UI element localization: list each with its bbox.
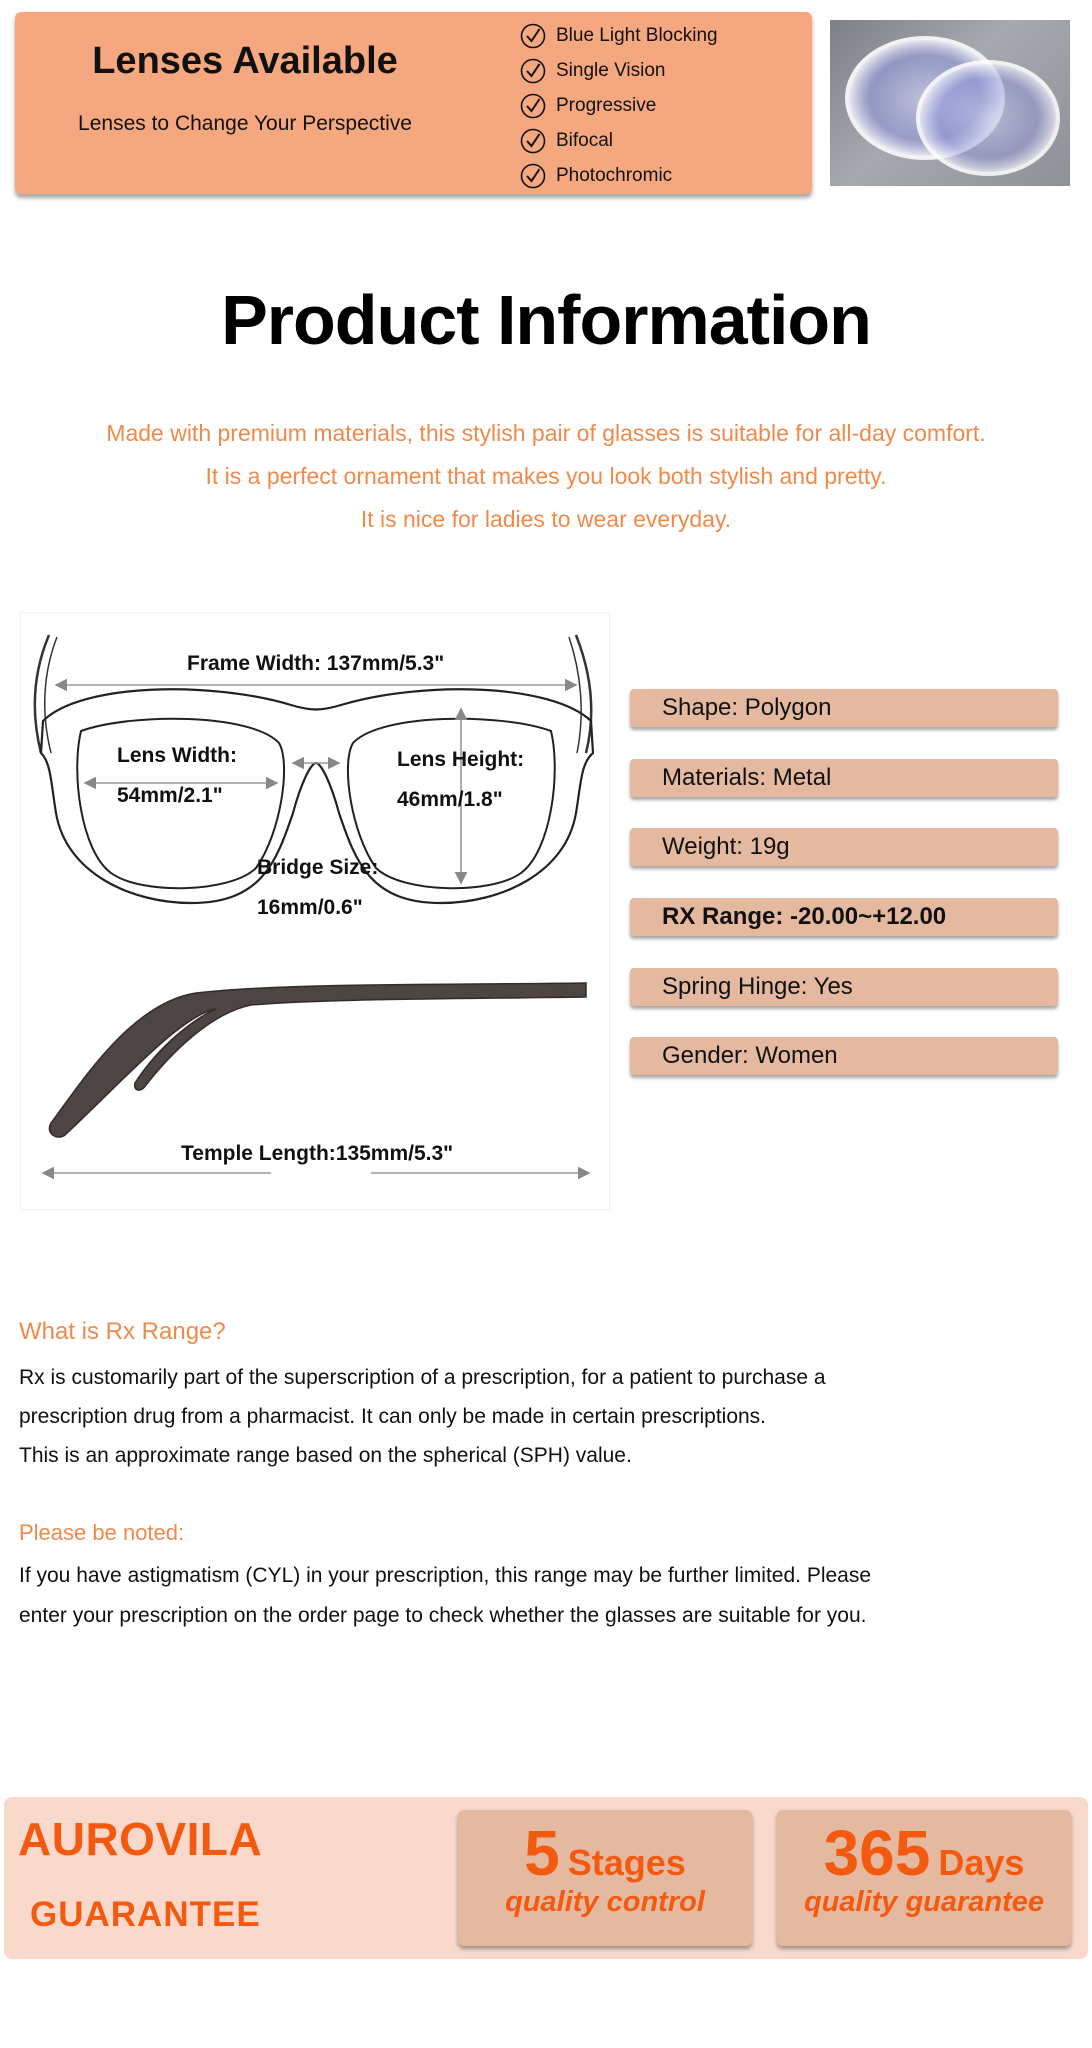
lens-width-label: Lens Width: <box>117 744 237 767</box>
check-circle-icon <box>520 93 546 119</box>
spec-weight: Weight: 19g <box>630 828 1058 866</box>
lens-photo <box>830 20 1070 186</box>
list-item <box>520 53 800 88</box>
lens-height-value: 46mm/1.8" <box>397 788 503 811</box>
note-text <box>19 1556 1069 1636</box>
check-circle-icon <box>520 23 546 49</box>
lens-type-list <box>520 18 800 193</box>
note-heading: Please be noted: <box>19 1520 185 1545</box>
quality-guarantee-text: quality guarantee <box>803 1886 1045 1918</box>
quality-control-box <box>458 1810 752 1946</box>
dimension-diagram <box>20 612 610 1210</box>
quality-guarantee-box <box>777 1810 1071 1946</box>
description-line: It is nice for ladies to wear everyday. <box>360 506 732 532</box>
rx-line: prescription drug from a pharmacist. It can only be made in certain prescriptions. <box>19 1405 767 1428</box>
rx-line: Rx is customarily part of the superscription of a prescription, for a patient to purchase a <box>19 1366 826 1389</box>
lens-width-value: 54mm/2.1" <box>117 784 223 807</box>
rx-range-heading: What is Rx Range? <box>19 1318 226 1345</box>
quality-control-text: quality control <box>505 1886 705 1918</box>
description-line: It is a perfect ornament that makes you look both stylish and pretty. <box>205 463 887 489</box>
stages-number: 5 <box>524 1817 560 1889</box>
stages-unit: Stages <box>567 1842 686 1883</box>
product-description <box>0 412 1092 541</box>
brand-name: AUROVILA <box>18 1813 263 1865</box>
days-unit: Days <box>938 1842 1025 1883</box>
lens-type-label: Blue Light Blocking <box>556 24 718 46</box>
bridge-size-value: 16mm/0.6" <box>257 896 363 919</box>
lens-type-label: Progressive <box>556 94 657 116</box>
note-line: enter your prescription on the order page to check whether the glasses are suitable for you. <box>19 1604 867 1627</box>
spec-shape: Shape: Polygon <box>630 689 1058 727</box>
banner-title: Lenses Available <box>92 40 398 82</box>
check-circle-icon <box>520 58 546 84</box>
page-title: Product Information <box>221 281 871 359</box>
spec-rx-range: RX Range: -20.00~+12.00 <box>630 898 1058 936</box>
temple-length-label: Temple Length:135mm/5.3" <box>181 1142 454 1165</box>
lens-type-label: Photochromic <box>556 164 673 186</box>
check-circle-icon <box>520 163 546 189</box>
spec-spring-hinge: Spring Hinge: Yes <box>630 968 1058 1006</box>
list-item <box>520 18 800 53</box>
lens-type-label: Single Vision <box>556 59 666 81</box>
frame-width-label: Frame Width: 137mm/5.3" <box>181 645 450 683</box>
days-number: 365 <box>823 1817 931 1889</box>
guarantee-label: GUARANTEE <box>30 1895 261 1934</box>
spec-gender: Gender: Women <box>630 1037 1058 1075</box>
spec-materials: Materials: Metal <box>630 759 1058 797</box>
lens-type-label: Bifocal <box>556 129 614 151</box>
note-line: If you have astigmatism (CYL) in your prescription, this range may be further limited. Please <box>19 1564 872 1587</box>
description-line: Made with premium materials, this stylish pair of glasses is suitable for all-day comfort. <box>106 420 986 446</box>
bridge-size-label: Bridge Size: <box>257 856 379 879</box>
list-item <box>520 88 800 123</box>
rx-range-text <box>19 1358 1069 1475</box>
list-item <box>520 158 800 193</box>
banner-subtitle: Lenses to Change Your Perspective <box>78 112 412 135</box>
rx-line: This is an approximate range based on the spherical (SPH) value. <box>19 1444 632 1467</box>
list-item <box>520 123 800 158</box>
lens-height-label: Lens Height: <box>397 748 525 771</box>
check-circle-icon <box>520 128 546 154</box>
